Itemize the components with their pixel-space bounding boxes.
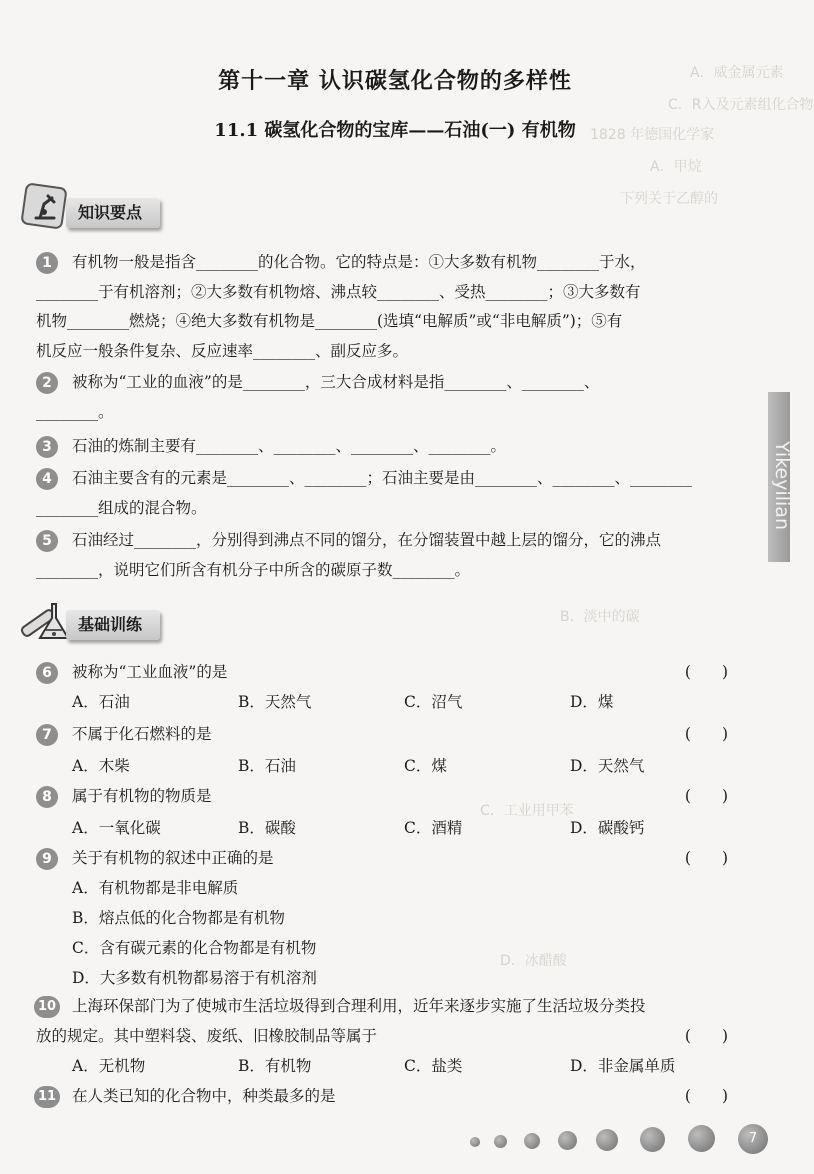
answer-parentheses[interactable]: ( ) — [684, 787, 728, 805]
decorative-dot — [596, 1129, 618, 1151]
question-stem-continued: 放的规定。其中塑料袋、废纸、旧橡胶制品等属于 — [36, 1026, 378, 1045]
line: ________，说明它们所含有机分子中所含的碳原子数________。 — [36, 560, 471, 579]
section-title: 11.1 碳氢化合物的宝库——石油(一) 有机物 — [214, 120, 576, 141]
line: ________组成的混合物。 — [36, 498, 207, 517]
question-stem: 上海环保部门为了使城市生活垃圾得到合理利用，近年来逐步实施了生活垃圾分类投 — [72, 997, 646, 1015]
question-number: 7 — [36, 724, 58, 746]
decorative-dot — [494, 1135, 507, 1148]
option[interactable]: D．大多数有机物都易溶于有机溶剂 — [72, 969, 317, 987]
knowledge-point — [36, 368, 736, 427]
option[interactable]: B．有机物 — [238, 1057, 312, 1075]
line: ________于有机溶剂；②大多数有机物熔、沸点较________、受热________；③大多数有 — [36, 282, 641, 301]
question — [36, 844, 736, 874]
line: 石油经过________，分别得到沸点不同的馏分，在分馏装置中越上层的馏分，它的沸点 — [72, 531, 662, 549]
line: ________。 — [36, 402, 114, 421]
decorative-dot — [524, 1133, 540, 1149]
option[interactable]: B．石油 — [238, 757, 296, 775]
option[interactable]: A．一氧化碳 — [72, 819, 161, 837]
question-stem: 在人类已知的化合物中，种类最多的是 — [72, 1087, 336, 1105]
question — [36, 782, 736, 812]
option[interactable]: B．熔点低的化合物都是有机物 — [72, 909, 285, 927]
answer-parentheses[interactable]: ( ) — [684, 725, 728, 743]
line: 机反应一般条件复杂、反应速率________、副反应多。 — [36, 341, 409, 360]
decorative-dot — [688, 1125, 715, 1152]
question-number: 5 — [36, 530, 58, 552]
microscope-icon — [18, 182, 72, 234]
question-number: 8 — [36, 786, 58, 808]
option[interactable]: C．酒精 — [404, 819, 463, 837]
option[interactable]: C．含有碳元素的化合物都是有机物 — [72, 939, 317, 957]
question-number: 3 — [36, 436, 58, 458]
option[interactable]: C．沼气 — [404, 693, 463, 711]
side-tab-label: Yikeyilian — [771, 441, 793, 530]
bleed-through-text: C．工业用甲苯 — [480, 803, 574, 819]
line: 石油主要含有的元素是________、________；石油主要是由________、________、________ — [72, 469, 693, 487]
question-stem: 被称为“工业血液”的是 — [72, 663, 228, 681]
option[interactable]: C．盐类 — [404, 1057, 463, 1075]
bleed-through-text: A．威金属元素 — [690, 65, 784, 81]
option[interactable]: A．木柴 — [72, 757, 130, 775]
question-number: 2 — [36, 372, 58, 394]
line: 被称为“工业的血液”的是________，三大合成材料是指________、________、 — [72, 373, 600, 391]
knowledge-point — [36, 464, 736, 523]
option[interactable]: D．碳酸钙 — [570, 819, 645, 837]
bleed-through-text: C．R入及元素组化合物 — [668, 97, 814, 113]
question-number: 11 — [34, 1086, 60, 1108]
line: 石油的炼制主要有________、________、________、________。 — [72, 437, 507, 455]
knowledge-point — [36, 248, 736, 366]
question — [36, 720, 736, 750]
line: 机物________燃烧；④绝大多数有机物是________(选填“电解质”或“非电解质”)；⑤有 — [36, 312, 623, 330]
bleed-through-text: 下列关于乙醇的 — [620, 191, 718, 207]
option[interactable]: C．煤 — [404, 757, 447, 775]
option[interactable]: B．天然气 — [238, 693, 312, 711]
question — [36, 1082, 736, 1112]
question-number: 6 — [36, 662, 58, 684]
knowledge-point — [36, 526, 736, 585]
question — [36, 658, 736, 688]
bleed-through-text: D．冰醋酸 — [500, 953, 567, 969]
option[interactable]: D．煤 — [570, 693, 614, 711]
question-number: 9 — [36, 848, 58, 870]
decorative-dot — [470, 1137, 480, 1147]
option[interactable]: B．碳酸 — [238, 819, 296, 837]
question-stem: 不属于化石燃料的是 — [72, 725, 212, 743]
decorative-dot — [558, 1131, 577, 1150]
answer-parentheses[interactable]: ( ) — [684, 849, 728, 867]
knowledge-section-label: 知识要点 — [66, 198, 160, 228]
answer-parentheses[interactable]: ( ) — [684, 663, 728, 681]
chapter-title: 第十一章 认识碳氢化合物的多样性 — [218, 68, 572, 94]
option[interactable]: A．无机物 — [72, 1057, 146, 1075]
option[interactable]: D．天然气 — [570, 757, 645, 775]
page-number: 7 — [748, 1131, 758, 1146]
question-number: 1 — [36, 252, 58, 274]
question — [36, 992, 736, 1051]
question-stem: 属于有机物的物质是 — [72, 787, 212, 805]
practice-section-label: 基础训练 — [66, 610, 160, 640]
decorative-dot — [640, 1127, 665, 1152]
knowledge-point — [36, 432, 736, 462]
option[interactable]: A．有机物都是非电解质 — [72, 879, 239, 897]
knowledge-section-header — [18, 182, 188, 234]
question-number: 10 — [34, 996, 60, 1018]
bleed-through-text: A．甲烷 — [650, 159, 702, 175]
question-number: 4 — [36, 468, 58, 490]
bleed-through-text: 1828 年德国化学家 — [590, 127, 715, 143]
answer-parentheses[interactable]: ( ) — [684, 1087, 728, 1105]
question-stem: 关于有机物的叙述中正确的是 — [72, 849, 274, 867]
option[interactable]: A．石油 — [72, 693, 130, 711]
line: 有机物一般是指含________的化合物。它的特点是：①大多数有机物________于水， — [72, 253, 646, 271]
practice-section-header — [18, 594, 188, 646]
option[interactable]: D．非金属单质 — [570, 1057, 676, 1075]
flask-icon — [18, 594, 72, 646]
answer-parentheses[interactable]: ( ) — [684, 1026, 728, 1045]
bleed-through-text: B．淡中的碳 — [560, 609, 640, 625]
